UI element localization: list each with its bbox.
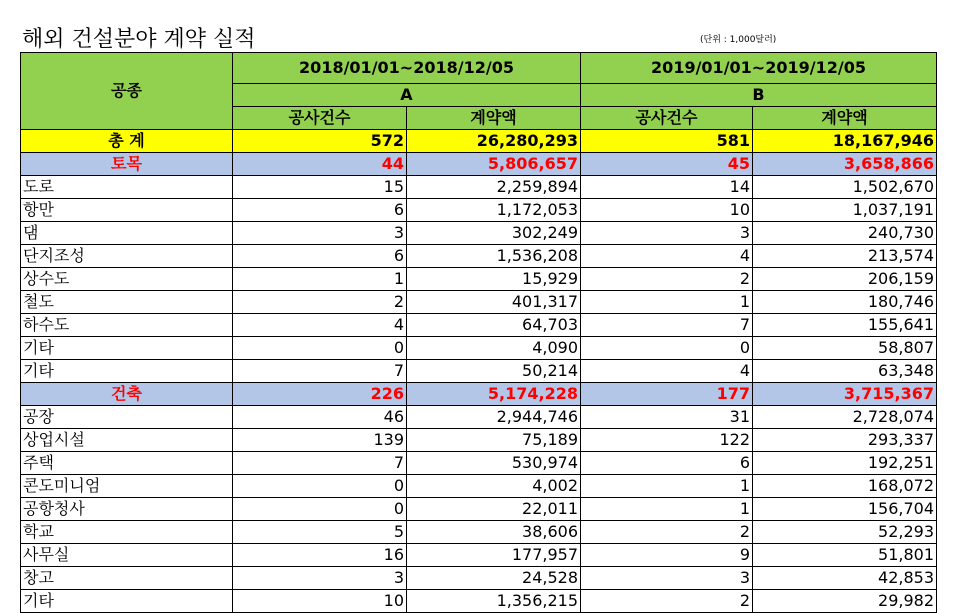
amount-b-cell: 168,072 [753, 475, 937, 498]
amount-b-cell: 42,853 [753, 567, 937, 590]
amount-b-cell: 63,348 [753, 360, 937, 383]
amount-a-cell: 401,317 [407, 291, 581, 314]
count-b-cell: 1 [581, 475, 753, 498]
header-label-a: A [233, 84, 581, 107]
count-b-cell: 7 [581, 314, 753, 337]
count-a-cell: 3 [233, 567, 407, 590]
table-row [21, 337, 937, 360]
amount-b-cell: 52,293 [753, 521, 937, 544]
count-a-cell: 572 [233, 130, 407, 153]
table-row [21, 544, 937, 567]
amount-a-cell: 50,214 [407, 360, 581, 383]
page-title: 해외 건설분야 계약 실적 [22, 27, 256, 52]
count-a-cell: 4 [233, 314, 407, 337]
total-row [21, 130, 937, 153]
header-row-period [21, 53, 937, 84]
count-a-cell: 0 [233, 475, 407, 498]
count-b-cell: 581 [581, 130, 753, 153]
count-b-cell: 1 [581, 291, 753, 314]
header-label-b: B [581, 84, 937, 107]
amount-b-cell: 58,807 [753, 337, 937, 360]
amount-a-cell: 4,090 [407, 337, 581, 360]
row-name-cell: 학교 [21, 521, 233, 544]
amount-a-cell: 22,011 [407, 498, 581, 521]
amount-a-cell: 26,280,293 [407, 130, 581, 153]
count-b-cell: 4 [581, 360, 753, 383]
row-name-cell: 하수도 [21, 314, 233, 337]
row-name-cell: 총 계 [21, 130, 233, 153]
amount-b-cell: 3,715,367 [753, 383, 937, 406]
row-name-cell: 창고 [21, 567, 233, 590]
row-name-cell: 공장 [21, 406, 233, 429]
count-a-cell: 3 [233, 222, 407, 245]
table-row [21, 176, 937, 199]
amount-b-cell: 293,337 [753, 429, 937, 452]
amount-a-cell: 4,002 [407, 475, 581, 498]
table-row [21, 475, 937, 498]
count-a-cell: 226 [233, 383, 407, 406]
row-name-cell: 주택 [21, 452, 233, 475]
table-row [21, 268, 937, 291]
table-row [21, 314, 937, 337]
count-b-cell: 14 [581, 176, 753, 199]
amount-b-cell: 2,728,074 [753, 406, 937, 429]
category-row-civil [21, 153, 937, 176]
amount-a-cell: 302,249 [407, 222, 581, 245]
amount-b-cell: 206,159 [753, 268, 937, 291]
amount-b-cell: 29,982 [753, 590, 937, 613]
count-b-cell: 2 [581, 268, 753, 291]
table-row [21, 360, 937, 383]
table-row [21, 406, 937, 429]
count-a-cell: 0 [233, 498, 407, 521]
header-amount-b: 계약액 [753, 107, 937, 130]
count-b-cell: 6 [581, 452, 753, 475]
row-name-cell: 기타 [21, 590, 233, 613]
count-a-cell: 44 [233, 153, 407, 176]
count-a-cell: 46 [233, 406, 407, 429]
table-row [21, 521, 937, 544]
row-name-cell: 건축 [21, 383, 233, 406]
count-a-cell: 15 [233, 176, 407, 199]
count-b-cell: 4 [581, 245, 753, 268]
count-a-cell: 0 [233, 337, 407, 360]
table-row [21, 452, 937, 475]
count-a-cell: 10 [233, 590, 407, 613]
row-name-cell: 철도 [21, 291, 233, 314]
count-a-cell: 2 [233, 291, 407, 314]
amount-b-cell: 240,730 [753, 222, 937, 245]
count-b-cell: 2 [581, 590, 753, 613]
amount-b-cell: 155,641 [753, 314, 937, 337]
header-period-b: 2019/01/01~2019/12/05 [581, 53, 937, 84]
table-row [21, 590, 937, 613]
amount-b-cell: 1,502,670 [753, 176, 937, 199]
table-row [21, 291, 937, 314]
amount-a-cell: 2,944,746 [407, 406, 581, 429]
header-period-a: 2018/01/01~2018/12/05 [233, 53, 581, 84]
count-b-cell: 10 [581, 199, 753, 222]
row-name-cell: 상수도 [21, 268, 233, 291]
count-a-cell: 6 [233, 199, 407, 222]
contract-table [20, 52, 937, 613]
count-a-cell: 16 [233, 544, 407, 567]
count-b-cell: 45 [581, 153, 753, 176]
amount-b-cell: 192,251 [753, 452, 937, 475]
amount-a-cell: 5,174,228 [407, 383, 581, 406]
table-row [21, 222, 937, 245]
count-b-cell: 2 [581, 521, 753, 544]
header-category: 공종 [21, 53, 233, 130]
count-b-cell: 1 [581, 498, 753, 521]
row-name-cell: 도로 [21, 176, 233, 199]
amount-b-cell: 18,167,946 [753, 130, 937, 153]
count-b-cell: 0 [581, 337, 753, 360]
count-a-cell: 7 [233, 452, 407, 475]
amount-a-cell: 24,528 [407, 567, 581, 590]
table-row [21, 567, 937, 590]
amount-a-cell: 177,957 [407, 544, 581, 567]
amount-a-cell: 530,974 [407, 452, 581, 475]
count-b-cell: 9 [581, 544, 753, 567]
amount-a-cell: 64,703 [407, 314, 581, 337]
count-a-cell: 5 [233, 521, 407, 544]
table-row [21, 429, 937, 452]
amount-a-cell: 1,356,215 [407, 590, 581, 613]
category-row-building [21, 383, 937, 406]
row-name-cell: 항만 [21, 199, 233, 222]
amount-a-cell: 38,606 [407, 521, 581, 544]
amount-a-cell: 75,189 [407, 429, 581, 452]
row-name-cell: 사무실 [21, 544, 233, 567]
count-a-cell: 1 [233, 268, 407, 291]
count-a-cell: 139 [233, 429, 407, 452]
count-b-cell: 122 [581, 429, 753, 452]
amount-a-cell: 15,929 [407, 268, 581, 291]
amount-b-cell: 1,037,191 [753, 199, 937, 222]
amount-b-cell: 156,704 [753, 498, 937, 521]
count-b-cell: 3 [581, 567, 753, 590]
table-row [21, 199, 937, 222]
amount-b-cell: 213,574 [753, 245, 937, 268]
row-name-cell: 기타 [21, 360, 233, 383]
amount-a-cell: 1,536,208 [407, 245, 581, 268]
row-name-cell: 콘도미니엄 [21, 475, 233, 498]
count-a-cell: 6 [233, 245, 407, 268]
amount-a-cell: 5,806,657 [407, 153, 581, 176]
header-count-b: 공사건수 [581, 107, 753, 130]
header-count-a: 공사건수 [233, 107, 407, 130]
amount-a-cell: 1,172,053 [407, 199, 581, 222]
table-row [21, 245, 937, 268]
unit-note: (단위 : 1,000달러) [700, 35, 777, 45]
count-b-cell: 3 [581, 222, 753, 245]
amount-b-cell: 51,801 [753, 544, 937, 567]
count-b-cell: 31 [581, 406, 753, 429]
row-name-cell: 토목 [21, 153, 233, 176]
header-amount-a: 계약액 [407, 107, 581, 130]
amount-a-cell: 2,259,894 [407, 176, 581, 199]
row-name-cell: 기타 [21, 337, 233, 360]
count-b-cell: 177 [581, 383, 753, 406]
row-name-cell: 공항청사 [21, 498, 233, 521]
count-a-cell: 7 [233, 360, 407, 383]
row-name-cell: 단지조성 [21, 245, 233, 268]
table-row [21, 498, 937, 521]
row-name-cell: 댐 [21, 222, 233, 245]
amount-b-cell: 3,658,866 [753, 153, 937, 176]
amount-b-cell: 180,746 [753, 291, 937, 314]
row-name-cell: 상업시설 [21, 429, 233, 452]
